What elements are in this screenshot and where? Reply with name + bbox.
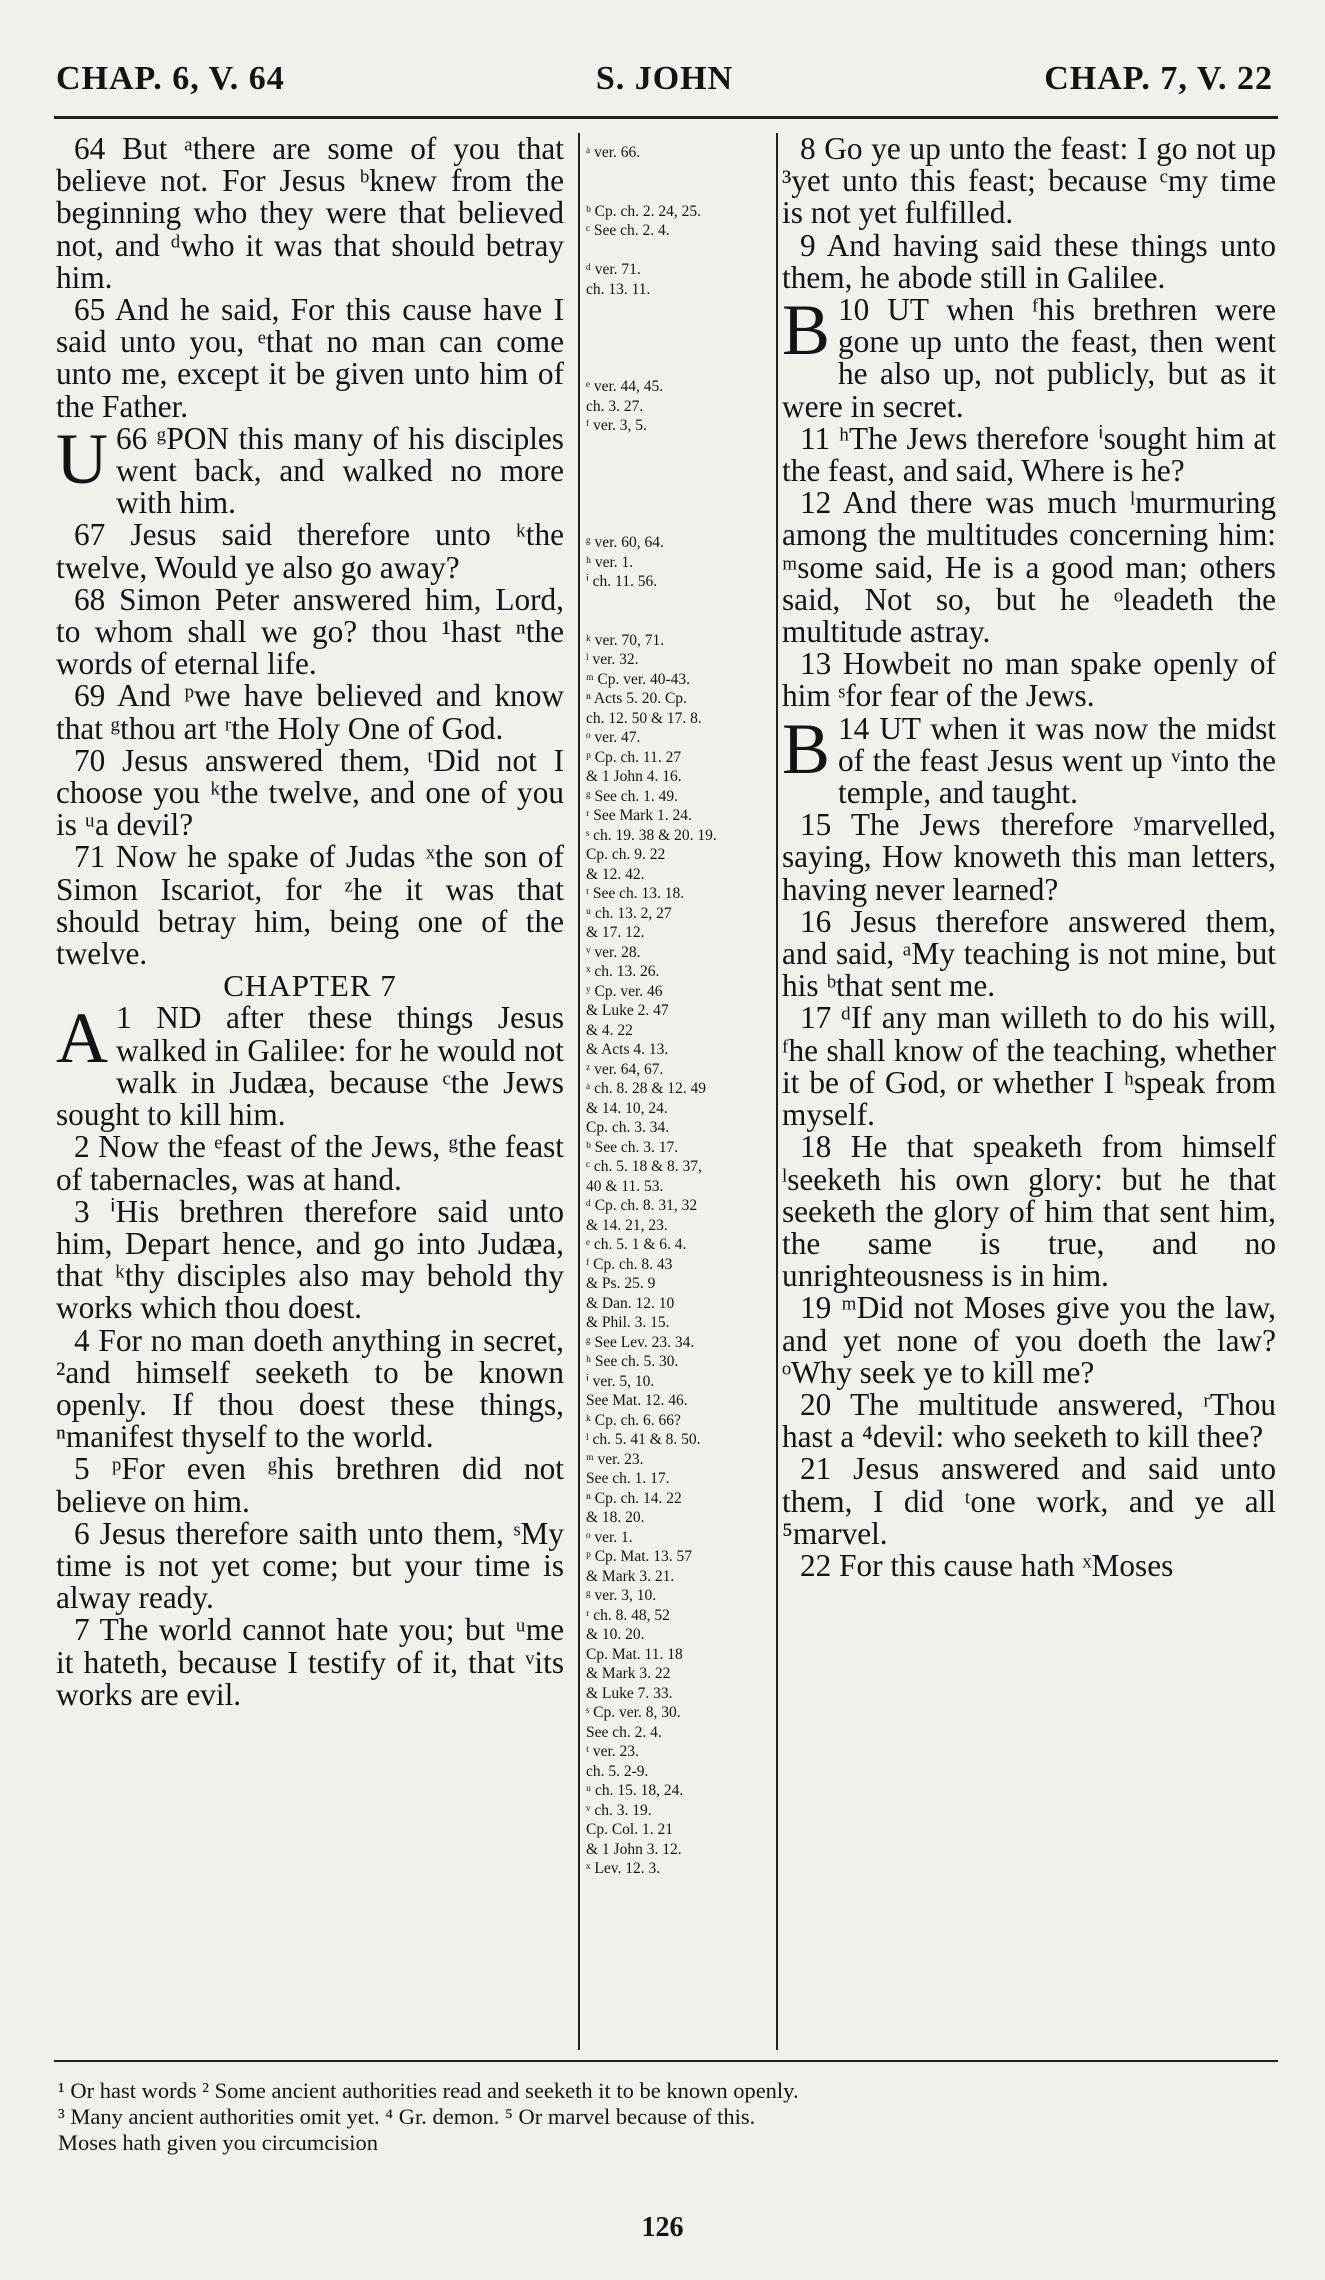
cross-reference: 40 & 11. 53.: [586, 1177, 664, 1195]
cross-reference: ʳ See Mark 1. 24.: [586, 807, 692, 824]
verse: 11 ʰThe Jews therefore ⁱsought him at the feast, and said, Where is he?: [782, 420, 1276, 489]
cross-reference: [586, 182, 774, 202]
footnote-line: ¹ Or hast words ² Some ancient authorities read and seeketh it to be known openly.: [58, 2078, 799, 2103]
cross-reference: Cp. Col. 1. 21: [586, 1821, 673, 1838]
cross-reference: ᵘ ch. 15. 18, 24.: [586, 1782, 684, 1799]
cross-reference: [586, 358, 774, 378]
cross-reference: ch. 3. 27.: [586, 397, 644, 415]
cross-reference: & Acts 4. 13.: [586, 1041, 669, 1058]
footnote-line: ³ Many ancient authorities omit yet. ⁴ Gr. demon. ⁵ Or marvel because of this.: [58, 2104, 756, 2129]
right-text-column: [782, 133, 1276, 1582]
cross-reference: ʸ Cp. ver. 46: [586, 982, 663, 1000]
cross-reference: ᵈ ver. 71.: [586, 261, 641, 278]
cross-reference: ᵛ ch. 3. 19.: [586, 1801, 652, 1819]
header-center: S. JOHN: [595, 60, 734, 97]
verse-dropcap: 1 A ND after these things Jesus walked in Galilee: for he would not walk in Judæa, because ᶜthe Jews sought to kill him.: [56, 998, 564, 1133]
chapter-heading: CHAPTER 7: [223, 968, 397, 1004]
cross-reference: See ch. 2. 4.: [586, 1723, 662, 1741]
cross-reference: [586, 241, 774, 261]
cross-reference: ᵒ ver. 47.: [586, 729, 641, 746]
cross-reference: ˢ ch. 19. 38 & 20. 19.: [586, 826, 717, 844]
cross-reference: & 4. 22: [586, 1021, 633, 1039]
cross-reference: ch. 13. 11.: [586, 280, 651, 298]
cross-reference: ᵏ Cp. ch. 6. 66?: [586, 1411, 681, 1429]
cross-reference: & 1 John 4. 16.: [586, 768, 682, 785]
cross-reference: & Luke 2. 47: [586, 1002, 669, 1019]
verse: 12 And there was much ˡmurmuring among the multitudes concerning him: ᵐsome said, He is a good man; others said, Not so, but he ᵒleadeth the multitude astray.: [782, 485, 1276, 650]
cross-reference: ᵒ ver. 1.: [586, 1528, 633, 1546]
cross-reference: ᵍ See Lev. 23. 34.: [586, 1333, 695, 1351]
cross-reference: ch. 5. 2-9.: [586, 1762, 649, 1780]
cross-reference: ᵇ Cp. ch. 2. 24, 25.: [586, 202, 702, 220]
cross-reference: Cp. ch. 3. 34.: [586, 1119, 670, 1136]
column-divider-left: [578, 133, 580, 2050]
drop-cap: U: [56, 418, 108, 499]
verse: 9 And having said these things unto them, he abode still in Galilee.: [782, 227, 1276, 295]
cross-reference: ᵖ Cp. Mat. 13. 57: [586, 1548, 693, 1565]
verse-dropcap: 14 B UT when it was now the midst of the feast Jesus went up ᵛinto the temple, and taught.: [782, 708, 1276, 811]
verse: 15 The Jews therefore ʸmarvelled, saying, How knoweth this man letters, having never learned?: [782, 807, 1276, 907]
cross-reference: & 12. 42.: [586, 865, 645, 883]
cross-reference: & 14. 10, 24.: [586, 1099, 668, 1117]
left-text-column: [56, 133, 564, 1711]
verse: 13 Howbeit no man spake openly of him ˢfor fear of the Jews.: [782, 646, 1276, 714]
cross-reference: [586, 494, 774, 514]
cross-reference: Cp. ch. 9. 22: [586, 846, 666, 863]
cross-reference: ᵐ ver. 23.: [586, 1450, 644, 1468]
cross-reference: ˣ ch. 13. 26.: [586, 963, 660, 980]
verse-number: 1: [116, 1000, 132, 1036]
cross-reference: [586, 592, 774, 612]
cross-reference: & 1 John 3. 12.: [586, 1840, 682, 1858]
verse: 18 He that speaketh from himself ˡseeketh his own glory: but he that seeketh the glory of him that sent him, the same is true, and no unrighteousness is in him.: [782, 1129, 1276, 1294]
verse-number: 10: [838, 292, 870, 328]
cross-reference: ᵖ Cp. ch. 11. 27: [586, 748, 682, 766]
verse: 6 Jesus therefore saith unto them, ˢMy time is not yet come; but your time is alway ready.: [56, 1515, 564, 1616]
cross-reference: ᵍ ver. 3, 10.: [586, 1587, 657, 1604]
cross-reference: & Mark 3. 21.: [586, 1567, 675, 1585]
cross-reference: ᵃ ch. 8. 28 & 12. 49: [586, 1080, 707, 1097]
verse: 20 The multitude answered, ʳThou hast a ⁴devil: who seeketh to kill thee?: [782, 1386, 1276, 1455]
cross-reference-column: [586, 143, 774, 1879]
cross-reference: ᵐ Cp. ver. 40-43.: [586, 670, 691, 688]
cross-reference: [586, 455, 774, 475]
cross-reference: ˣ Lev. 12. 3.: [586, 1860, 661, 1877]
verse: 64 But ᵃthere are some of you that believe not. For Jesus ᵇknew from the beginning who they were that believed not, and ᵈwho it was that should betray him.: [56, 131, 564, 295]
cross-reference: ˡ ch. 5. 41 & 8. 50.: [586, 1431, 701, 1448]
cross-reference: ⁱ ver. 5, 10.: [586, 1372, 655, 1390]
cross-reference: ᵃ ver. 66.: [586, 144, 641, 161]
cross-reference: ᶠ ver. 3, 5.: [586, 417, 647, 434]
cross-reference: ᵍ ver. 60, 64.: [586, 534, 664, 551]
cross-reference: ˢ Cp. ver. 8, 30.: [586, 1704, 681, 1721]
cross-reference: & Phil. 3. 15.: [586, 1314, 670, 1331]
cross-reference: ʰ See ch. 5. 30.: [586, 1353, 679, 1370]
cross-reference: ᵇ See ch. 3. 17.: [586, 1138, 679, 1156]
verse: 21 Jesus answered and said unto them, I did ᵗone work, and ye all ⁵marvel.: [782, 1451, 1276, 1551]
cross-reference: Cp. Mat. 11. 18: [586, 1645, 683, 1663]
cross-reference: ᵉ ver. 44, 45.: [586, 378, 664, 395]
verse: 65 And he said, For this cause have I said unto you, ᵉthat no man can come unto me, except it be given unto him of the Father.: [56, 292, 564, 424]
cross-reference: ⁿ Cp. ch. 14. 22: [586, 1489, 682, 1507]
cross-reference: ᶜ ch. 5. 18 & 8. 37,: [586, 1158, 702, 1175]
cross-reference: [586, 514, 774, 534]
cross-reference: ᵈ Cp. ch. 8. 31, 32: [586, 1197, 698, 1214]
drop-cap: B: [782, 708, 831, 789]
cross-reference: ᶻ ver. 64, 67.: [586, 1060, 664, 1078]
cross-reference: & 14. 21, 23.: [586, 1216, 668, 1234]
cross-reference: ᵏ ver. 70, 71.: [586, 631, 665, 649]
cross-reference: & 17. 12.: [586, 924, 645, 941]
header-rule: [54, 116, 1278, 119]
verse: 5 ᵖFor even ᵍhis brethren did not believe on him.: [56, 1451, 564, 1519]
cross-reference: ⁱ ch. 11. 56.: [586, 573, 658, 590]
cross-reference: ᵍ See ch. 1. 49.: [586, 787, 679, 805]
cross-reference: & Mark 3. 22: [586, 1665, 671, 1682]
footnote-line: Moses hath given you circumcision: [58, 2130, 378, 2155]
cross-reference: ᵉ ch. 5. 1 & 6. 4.: [586, 1236, 687, 1253]
verse-dropcap: 66 ᵍ U PON this many of his disciples went back, and walked no more with him.: [56, 418, 564, 521]
cross-reference: & 18. 20.: [586, 1509, 645, 1526]
cross-reference: [586, 475, 774, 495]
column-divider-right: [776, 133, 778, 2050]
cross-reference: & 10. 20.: [586, 1626, 645, 1643]
verse: 4 For no man doeth anything in secret, ²and himself seeketh to be known openly. If thou doest these things, ⁿmanifest thyself to the world.: [56, 1322, 564, 1455]
cross-reference: ᶠ Cp. ch. 8. 43: [586, 1255, 673, 1273]
cross-reference: & Dan. 12. 10: [586, 1294, 675, 1312]
verse-number: 66 ᵍ: [116, 420, 167, 456]
verse: 3 ⁱHis brethren therefore said unto him, Depart hence, and go into Judæa, that ᵏthy disciples also may behold thy works which thou doest.: [56, 1193, 564, 1326]
cross-reference: ᶜ See ch. 2. 4.: [586, 222, 670, 239]
cross-reference: [586, 163, 774, 183]
verse: 67 Jesus said therefore unto ᵏthe twelve, Would ye also go away?: [56, 517, 564, 585]
cross-reference: & Ps. 25. 9: [586, 1275, 656, 1292]
cross-reference: See Mat. 12. 46.: [586, 1392, 688, 1409]
cross-reference: ʳ ch. 8. 48, 52: [586, 1606, 670, 1624]
cross-reference: ᵗ See ch. 13. 18.: [586, 885, 685, 902]
footnote-rule: [54, 2060, 1278, 2062]
cross-reference: [586, 338, 774, 358]
cross-reference: ⁿ Acts 5. 20. Cp.: [586, 690, 687, 707]
cross-reference: ˡ ver. 32.: [586, 651, 639, 668]
verse-dropcap: 10 B UT when ᶠhis brethren were gone up unto the feast, then went he also up, not publicly, but as it were in secret.: [782, 290, 1276, 424]
verse: 17 ᵈIf any man willeth to do his will, ᶠhe shall know of the teaching, whether it be of God, or whether I ʰspeak from myself.: [782, 1000, 1276, 1133]
cross-reference: ʰ ver. 1.: [586, 553, 634, 571]
drop-cap: B: [782, 290, 831, 371]
header-right: CHAP. 7, V. 22: [1044, 60, 1273, 97]
cross-reference: [586, 611, 774, 631]
cross-reference: ᵗ ver. 23.: [586, 1743, 639, 1760]
header-left: CHAP. 6, V. 64: [56, 60, 285, 97]
cross-reference: ᵛ ver. 28.: [586, 943, 641, 961]
verse: 69 And ᵖwe have believed and know that ᵍthou art ʳthe Holy One of God.: [56, 678, 564, 746]
verse: 22 For this cause hath ˣMoses: [800, 1547, 1174, 1583]
verse: 71 Now he spake of Judas ˣthe son of Simon Iscariot, for ᶻhe it was that should betray him, being one of the twelve.: [56, 839, 564, 972]
verse: 19 ᵐDid not Moses give you the law, and yet none of you doeth the law? ᵒWhy seek ye to kill me?: [782, 1290, 1276, 1390]
cross-reference: ᵘ ch. 13. 2, 27: [586, 904, 672, 922]
running-header: [56, 60, 1273, 110]
verse: 68 Simon Peter answered him, Lord, to whom shall we go? thou ¹hast ⁿthe words of eternal life.: [56, 581, 564, 682]
cross-reference: [586, 299, 774, 319]
verse-number: 14: [838, 710, 870, 746]
cross-reference: [586, 436, 774, 456]
drop-cap: A: [56, 998, 108, 1079]
cross-reference: [586, 319, 774, 339]
cross-reference: See ch. 1. 17.: [586, 1470, 670, 1487]
cross-reference: ch. 12. 50 & 17. 8.: [586, 709, 702, 727]
verse: 70 Jesus answered them, ᵗDid not I choose you ᵏthe twelve, and one of you is ᵘa devil?: [56, 742, 564, 843]
verse: 2 Now the ᵉfeast of the Jews, ᵍthe feast of tabernacles, was at hand.: [56, 1129, 564, 1197]
verse: 7 The world cannot hate you; but ᵘme it hateth, because I testify of it, that ᵛits works are evil.: [56, 1612, 564, 1712]
cross-reference: & Luke 7. 33.: [586, 1684, 673, 1702]
page-number: 126: [641, 2212, 684, 2243]
verse: 8 Go ye up unto the feast: I go not up ³yet unto this feast; because ᶜmy time is not yet fulfilled.: [782, 131, 1276, 231]
verse: 16 Jesus therefore answered them, and said, ᵃMy teaching is not mine, but his ᵇthat sent me.: [782, 903, 1276, 1004]
